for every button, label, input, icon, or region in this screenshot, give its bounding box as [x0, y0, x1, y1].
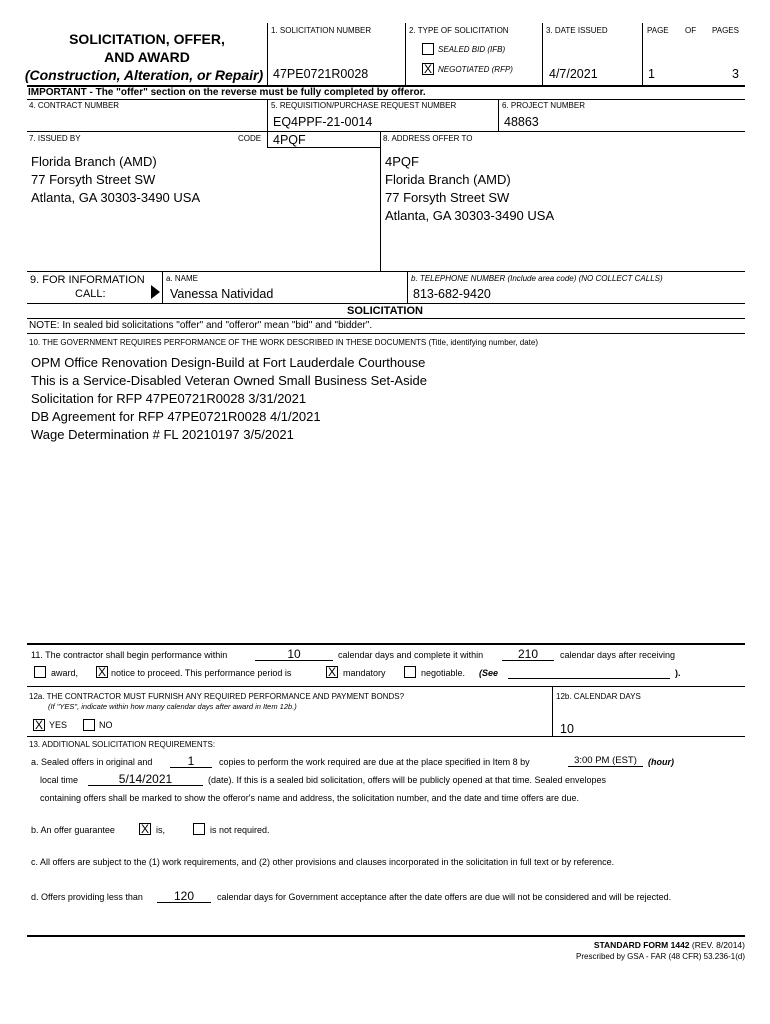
award-label: award,	[51, 668, 79, 678]
page-number: 1	[648, 67, 655, 81]
work-line: DB Agreement for RFP 47PE0721R0028 4/1/2021	[31, 408, 321, 424]
address-offer-line: Atlanta, GA 30303-3490 USA	[385, 207, 555, 223]
begin-days: 10	[255, 648, 333, 661]
address-offer-line: 4PQF	[385, 154, 419, 169]
solicitation-heading: SOLICITATION	[347, 305, 423, 317]
work-description	[31, 354, 427, 444]
work-line: Wage Determination # FL 20210197 3/5/2021	[31, 426, 294, 442]
work-line: OPM Office Renovation Design-Build at Fort Lauderdale Courthouse	[31, 355, 426, 370]
issued-by-line: Atlanta, GA 30303-3490 USA	[31, 189, 201, 205]
item13-label: 13. ADDITIONAL SOLICITATION REQUIREMENTS:	[29, 740, 216, 749]
title-line-3: (Construction, Alteration, or Repair)	[24, 67, 264, 83]
negotiable-checkbox[interactable]	[404, 666, 416, 678]
issued-by-line: 77 Forsyth Street SW	[31, 171, 156, 187]
mandatory-label: mandatory	[343, 668, 386, 678]
pages-count: 3	[732, 67, 739, 81]
notice-to-proceed-checkbox[interactable]: X	[97, 665, 106, 679]
contract-number-label: 4. CONTRACT NUMBER	[29, 101, 120, 110]
pages-label: PAGES	[712, 26, 739, 35]
phone-label: b. TELEPHONE NUMBER (Include area code) (NO COLLECT CALLS)	[411, 274, 663, 283]
guarantee-not-label: is not required.	[210, 825, 270, 835]
type-of-solicitation-label: 2. TYPE OF SOLICITATION	[409, 26, 509, 35]
solicitation-number-label: 1. SOLICITATION NUMBER	[271, 26, 372, 35]
yes-checkbox[interactable]: X	[34, 718, 43, 732]
form-footer	[400, 940, 745, 962]
item13a-text2: copies to perform the work required are due at the place specified in Item 8 by	[219, 757, 530, 767]
item13a-text1: a. Sealed offers in original and	[31, 757, 153, 767]
copies: 1	[170, 755, 212, 768]
work-line: Solicitation for RFP 47PE0721R0028 3/31/2021	[31, 390, 307, 406]
item13c-text: c. All offers are subject to the (1) work requirements, and (2) other provisions and clauses incorporated in the solicitation in full text or by reference.	[31, 857, 615, 867]
guarantee-is-label: is,	[156, 825, 165, 835]
item12b-label: 12b. CALENDAR DAYS	[556, 692, 641, 701]
name-label: a. NAME	[166, 274, 199, 283]
see-label: (See	[479, 668, 499, 678]
project-number: 48863	[504, 115, 539, 129]
sealed-bid-label: SEALED BID (IFB)	[438, 45, 506, 54]
item11-text3: calendar days after receiving	[560, 650, 676, 660]
guarantee-not-checkbox[interactable]	[193, 823, 205, 835]
item13a-text4: containing offers shall be marked to show the offeror's name and address, the solicitation number, and the date and time offers are due.	[40, 793, 580, 803]
negotiated-checkbox[interactable]: X	[423, 62, 432, 76]
date-issued: 4/7/2021	[549, 67, 598, 81]
of-label: OF	[685, 26, 697, 35]
title-line-1: SOLICITATION, OFFER,	[69, 31, 225, 47]
form-number: STANDARD FORM 1442	[593, 940, 690, 950]
see-reference-field[interactable]	[508, 678, 670, 679]
info-label-line1: 9. FOR INFORMATION	[30, 274, 145, 286]
solicitation-number: 47PE0721R0028	[273, 67, 369, 81]
date-issued-label: 3. DATE ISSUED	[546, 26, 608, 35]
notice-label: notice to proceed. This performance period is	[111, 668, 292, 678]
address-offer-line: 77 Forsyth Street SW	[385, 189, 510, 205]
form-revision: (REV. 8/2014)	[691, 940, 745, 950]
issued-by-line: Florida Branch (AMD)	[31, 154, 157, 169]
due-date: 5/14/2021	[88, 773, 203, 786]
sealed-bid-note: NOTE: In sealed bid solicitations "offer" and "offeror" mean "bid" and "bidder".	[29, 320, 373, 331]
negotiated-label: NEGOTIATED (RFP)	[438, 65, 513, 74]
address-offer-line: Florida Branch (AMD)	[385, 171, 511, 187]
pointer-arrow-icon	[151, 285, 160, 299]
contact-name: Vanessa Natividad	[170, 287, 274, 301]
issued-by-label: 7. ISSUED BY	[29, 134, 81, 143]
complete-days: 210	[502, 648, 554, 661]
title-line-2: AND AWARD	[104, 49, 190, 65]
item13d-text2: calendar days for Government acceptance after the date offers are due will not be considered and will be rejected.	[217, 892, 672, 902]
form-title	[24, 30, 267, 84]
address-offer-to	[385, 153, 554, 225]
address-offer-label: 8. ADDRESS OFFER TO	[383, 134, 473, 143]
issued-code: 4PQF	[273, 133, 306, 147]
no-label: NO	[99, 720, 113, 730]
requisition-label: 5. REQUISITION/PURCHASE REQUEST NUMBER	[271, 101, 457, 110]
local-time-label: local time	[40, 775, 79, 785]
project-number-label: 6. PROJECT NUMBER	[502, 101, 585, 110]
work-line: This is a Service-Disabled Veteran Owned Small Business Set-Aside	[31, 372, 427, 388]
prescribed-by: Prescribed by GSA - FAR (48 CFR) 53.236-1(d)	[576, 952, 745, 961]
item11-text2: calendar days and complete it within	[338, 650, 484, 660]
item13d-text1: d. Offers providing less than	[31, 892, 143, 902]
requisition-number: EQ4PPF-21-0014	[273, 115, 373, 129]
code-label: CODE	[238, 134, 262, 143]
calendar-days: 10	[560, 722, 574, 736]
page-label: PAGE	[647, 26, 669, 35]
yes-label: YES	[49, 720, 68, 730]
important-note: IMPORTANT - The "offer" section on the reverse must be fully completed by offeror.	[28, 87, 426, 98]
contact-phone: 813-682-9420	[413, 287, 491, 301]
info-label-line2: CALL:	[75, 288, 106, 300]
item12a-note: (If "YES", indicate within how many calendar days after award in Item 12b.)	[48, 702, 297, 711]
item13b-text: b. An offer guarantee	[31, 825, 115, 835]
guarantee-is-checkbox[interactable]: X	[140, 822, 149, 836]
no-checkbox[interactable]	[83, 719, 95, 731]
item11-text1: 11. The contractor shall begin performance within	[31, 650, 228, 660]
work-description-label: 10. THE GOVERNMENT REQUIRES PERFORMANCE OF THE WORK DESCRIBED IN THESE DOCUMENTS (Title, identifying number, date)	[29, 338, 538, 347]
mandatory-checkbox[interactable]: X	[327, 665, 336, 679]
sealed-bid-checkbox[interactable]	[422, 43, 434, 55]
negotiable-label: negotiable.	[421, 668, 466, 678]
item12a-label: 12a. THE CONTRACTOR MUST FURNISH ANY REQUIRED PERFORMANCE AND PAYMENT BONDS?	[29, 692, 405, 701]
hour-label: (hour)	[648, 757, 674, 767]
item13a-text3: (date). If this is a sealed bid solicitation, offers will be publicly opened at that time. Sealed envelopes	[208, 775, 607, 785]
issued-by-address	[31, 153, 200, 207]
acceptance-days: 120	[157, 890, 211, 903]
award-checkbox[interactable]	[34, 666, 46, 678]
see-end: ).	[675, 668, 681, 678]
due-time: 3:00 PM (EST)	[568, 756, 643, 767]
